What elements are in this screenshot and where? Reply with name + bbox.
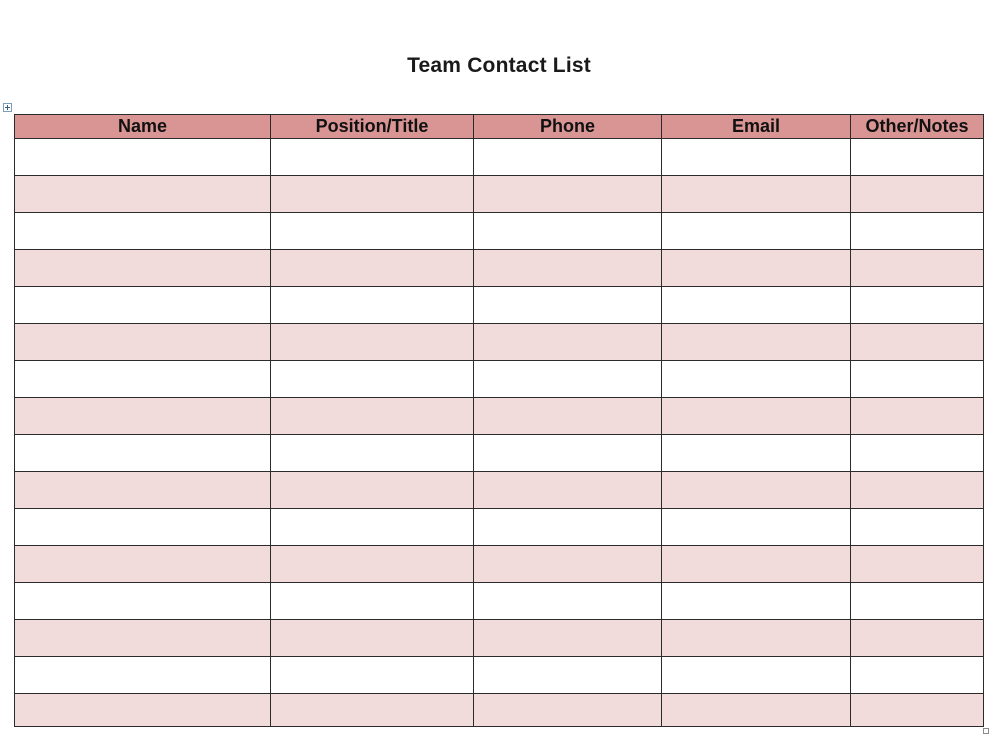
table-cell-name[interactable] xyxy=(15,361,271,398)
table-cell-position-title[interactable] xyxy=(271,657,474,694)
table-cell-position-title[interactable] xyxy=(271,250,474,287)
table-cell-other-notes[interactable] xyxy=(851,620,984,657)
table-cell-position-title[interactable] xyxy=(271,583,474,620)
table-cell-email[interactable] xyxy=(662,139,851,176)
column-header-position-title: Position/Title xyxy=(271,115,474,139)
table-cell-phone[interactable] xyxy=(474,583,662,620)
table-cell-name[interactable] xyxy=(15,509,271,546)
table-cell-phone[interactable] xyxy=(474,213,662,250)
table-cell-phone[interactable] xyxy=(474,546,662,583)
table-cell-email[interactable] xyxy=(662,620,851,657)
table-cell-position-title[interactable] xyxy=(271,324,474,361)
table-cell-phone[interactable] xyxy=(474,657,662,694)
table-cell-email[interactable] xyxy=(662,176,851,213)
table-cell-name[interactable] xyxy=(15,176,271,213)
table-row xyxy=(15,583,984,620)
table-row xyxy=(15,287,984,324)
table-cell-position-title[interactable] xyxy=(271,694,474,727)
table-cell-other-notes[interactable] xyxy=(851,435,984,472)
table-cell-phone[interactable] xyxy=(474,324,662,361)
column-header-name: Name xyxy=(15,115,271,139)
table-cell-other-notes[interactable] xyxy=(851,657,984,694)
table-cell-name[interactable] xyxy=(15,694,271,727)
table-cell-other-notes[interactable] xyxy=(851,361,984,398)
table-cell-other-notes[interactable] xyxy=(851,139,984,176)
table-cell-position-title[interactable] xyxy=(271,435,474,472)
table-cell-name[interactable] xyxy=(15,324,271,361)
table-cell-other-notes[interactable] xyxy=(851,213,984,250)
table-cell-name[interactable] xyxy=(15,583,271,620)
table-cell-other-notes[interactable] xyxy=(851,583,984,620)
table-cell-email[interactable] xyxy=(662,435,851,472)
table-resize-icon[interactable] xyxy=(983,728,989,734)
table-cell-position-title[interactable] xyxy=(271,139,474,176)
table-row xyxy=(15,139,984,176)
table-cell-other-notes[interactable] xyxy=(851,472,984,509)
table-row xyxy=(15,657,984,694)
table-row xyxy=(15,176,984,213)
table-cell-position-title[interactable] xyxy=(271,213,474,250)
table-cell-phone[interactable] xyxy=(474,176,662,213)
table-cell-phone[interactable] xyxy=(474,694,662,727)
table-cell-phone[interactable] xyxy=(474,287,662,324)
table-row xyxy=(15,472,984,509)
table-cell-other-notes[interactable] xyxy=(851,398,984,435)
table-cell-position-title[interactable] xyxy=(271,472,474,509)
table-cell-name[interactable] xyxy=(15,657,271,694)
table-cell-phone[interactable] xyxy=(474,472,662,509)
table-cell-name[interactable] xyxy=(15,472,271,509)
table-cell-name[interactable] xyxy=(15,620,271,657)
table-cell-email[interactable] xyxy=(662,361,851,398)
table-cell-phone[interactable] xyxy=(474,250,662,287)
table-cell-position-title[interactable] xyxy=(271,176,474,213)
table-cell-email[interactable] xyxy=(662,509,851,546)
table-cell-name[interactable] xyxy=(15,546,271,583)
table-cell-phone[interactable] xyxy=(474,398,662,435)
table-cell-position-title[interactable] xyxy=(271,620,474,657)
column-header-email: Email xyxy=(662,115,851,139)
table-cell-other-notes[interactable] xyxy=(851,250,984,287)
table-cell-other-notes[interactable] xyxy=(851,509,984,546)
table-header-row xyxy=(15,115,984,139)
table-cell-phone[interactable] xyxy=(474,620,662,657)
table-row xyxy=(15,509,984,546)
table-row xyxy=(15,694,984,727)
table-cell-name[interactable] xyxy=(15,435,271,472)
column-header-phone: Phone xyxy=(474,115,662,139)
table-cell-position-title[interactable] xyxy=(271,361,474,398)
table-cell-other-notes[interactable] xyxy=(851,694,984,727)
table-row xyxy=(15,250,984,287)
table-cell-email[interactable] xyxy=(662,472,851,509)
table-cell-email[interactable] xyxy=(662,324,851,361)
table-row xyxy=(15,398,984,435)
page-title: Team Contact List xyxy=(407,54,591,77)
table-cell-email[interactable] xyxy=(662,250,851,287)
table-cell-email[interactable] xyxy=(662,546,851,583)
table-row xyxy=(15,435,984,472)
table-cell-position-title[interactable] xyxy=(271,546,474,583)
table-row xyxy=(15,546,984,583)
table-cell-email[interactable] xyxy=(662,213,851,250)
table-cell-email[interactable] xyxy=(662,657,851,694)
table-body xyxy=(15,139,984,727)
column-header-other-notes: Other/Notes xyxy=(851,115,984,139)
table-row xyxy=(15,620,984,657)
table-cell-phone[interactable] xyxy=(474,509,662,546)
table-cell-name[interactable] xyxy=(15,287,271,324)
table-row xyxy=(15,361,984,398)
table-row xyxy=(15,213,984,250)
table-move-icon[interactable] xyxy=(3,103,12,112)
table-cell-other-notes[interactable] xyxy=(851,287,984,324)
table-cell-name[interactable] xyxy=(15,398,271,435)
table-cell-position-title[interactable] xyxy=(271,287,474,324)
table-cell-phone[interactable] xyxy=(474,139,662,176)
table-cell-other-notes[interactable] xyxy=(851,324,984,361)
table-cell-position-title[interactable] xyxy=(271,398,474,435)
table-cell-position-title[interactable] xyxy=(271,509,474,546)
table-cell-name[interactable] xyxy=(15,139,271,176)
contact-table xyxy=(14,114,984,727)
table-cell-email[interactable] xyxy=(662,583,851,620)
table-cell-email[interactable] xyxy=(662,287,851,324)
table-cell-phone[interactable] xyxy=(474,361,662,398)
table-cell-phone[interactable] xyxy=(474,435,662,472)
table-cell-other-notes[interactable] xyxy=(851,546,984,583)
table-row xyxy=(15,324,984,361)
table-cell-name[interactable] xyxy=(15,250,271,287)
table-cell-email[interactable] xyxy=(662,694,851,727)
table-cell-name[interactable] xyxy=(15,213,271,250)
table-cell-email[interactable] xyxy=(662,398,851,435)
table-cell-other-notes[interactable] xyxy=(851,176,984,213)
